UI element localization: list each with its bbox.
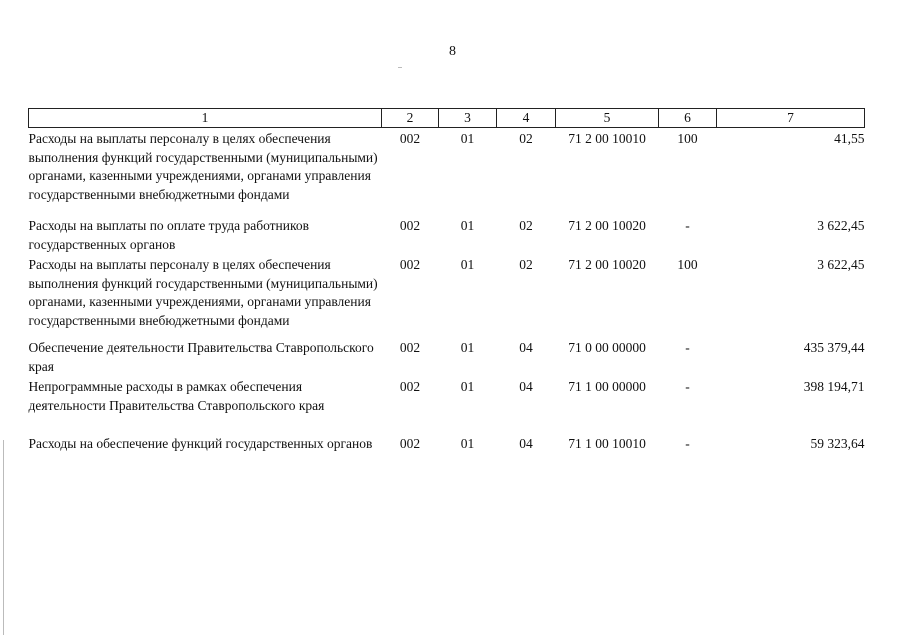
row-expense-type: 100 bbox=[677, 257, 698, 272]
row-target-article: 71 2 00 10020 bbox=[568, 257, 646, 272]
row-amount: 3 622,45 bbox=[817, 218, 865, 233]
row-description: Непрограммные расходы в рамках обеспечения деятельности Правительства Ставропольского края bbox=[28, 379, 325, 413]
row-expense-type: - bbox=[685, 218, 690, 233]
table-row bbox=[29, 330, 865, 376]
row-subsection: 04 bbox=[519, 379, 533, 394]
table-row bbox=[29, 254, 865, 330]
row-target-article: 71 2 00 10020 bbox=[568, 218, 646, 233]
row-amount: 41,55 bbox=[834, 131, 865, 146]
row-section: 01 bbox=[460, 340, 475, 355]
row-subsection: 02 bbox=[519, 257, 533, 272]
row-amount: 59 323,64 bbox=[810, 436, 865, 451]
header-row bbox=[29, 109, 865, 128]
header-col-2: 2 bbox=[382, 109, 439, 128]
header-col-7: 7 bbox=[717, 109, 865, 128]
scan-mark bbox=[398, 67, 402, 68]
row-amount: 3 622,45 bbox=[817, 257, 865, 272]
row-expense-type: - bbox=[685, 379, 690, 394]
row-ministry: 002 bbox=[399, 257, 421, 272]
row-section: 01 bbox=[460, 257, 475, 272]
row-ministry: 002 bbox=[399, 340, 421, 355]
row-description: Расходы на выплаты по оплате труда работников государственных органов bbox=[28, 218, 309, 252]
table-row bbox=[29, 204, 865, 254]
row-subsection: 04 bbox=[519, 436, 533, 451]
header-col-4: 4 bbox=[497, 109, 556, 128]
row-subsection: 02 bbox=[519, 218, 533, 233]
row-expense-type: - bbox=[685, 436, 690, 451]
table-row bbox=[29, 376, 865, 415]
row-amount: 398 194,71 bbox=[803, 379, 865, 394]
row-description: Расходы на обеспечение функций государственных органов bbox=[28, 436, 373, 451]
row-section: 01 bbox=[460, 218, 475, 233]
row-section: 01 bbox=[460, 436, 475, 451]
row-target-article: 71 2 00 10010 bbox=[568, 131, 646, 146]
row-section: 01 bbox=[460, 379, 475, 394]
scan-edge-line bbox=[3, 440, 4, 635]
row-section: 01 bbox=[460, 131, 475, 146]
row-ministry: 002 bbox=[399, 379, 421, 394]
budget-table bbox=[28, 108, 865, 454]
header-col-3: 3 bbox=[439, 109, 497, 128]
row-expense-type: - bbox=[685, 340, 690, 355]
header-col-1: 1 bbox=[29, 109, 382, 128]
header-col-5: 5 bbox=[556, 109, 659, 128]
row-ministry: 002 bbox=[399, 436, 421, 451]
row-description: Обеспечение деятельности Правительства Ставропольского края bbox=[28, 340, 374, 374]
row-amount: 435 379,44 bbox=[803, 340, 865, 355]
page-number: 8 bbox=[449, 44, 456, 59]
header-col-6: 6 bbox=[659, 109, 717, 128]
row-ministry: 002 bbox=[399, 218, 421, 233]
row-subsection: 02 bbox=[519, 131, 533, 146]
table-row bbox=[29, 415, 865, 454]
row-target-article: 71 0 00 00000 bbox=[568, 340, 646, 355]
row-expense-type: 100 bbox=[677, 131, 698, 146]
row-description: Расходы на выплаты персоналу в целях обеспечения выполнения функций государственными (муниципальными) органами, казенными учреждениями, органами управления государственными внебюджетными фондами bbox=[28, 131, 378, 202]
row-description: Расходы на выплаты персоналу в целях обеспечения выполнения функций государственными (муниципальными) органами, казенными учреждениями, органами управления государственными внебюджетными фондами bbox=[28, 257, 378, 328]
row-target-article: 71 1 00 00000 bbox=[568, 379, 646, 394]
row-subsection: 04 bbox=[519, 340, 533, 355]
table-row bbox=[29, 128, 865, 205]
row-target-article: 71 1 00 10010 bbox=[568, 436, 646, 451]
row-ministry: 002 bbox=[399, 131, 421, 146]
